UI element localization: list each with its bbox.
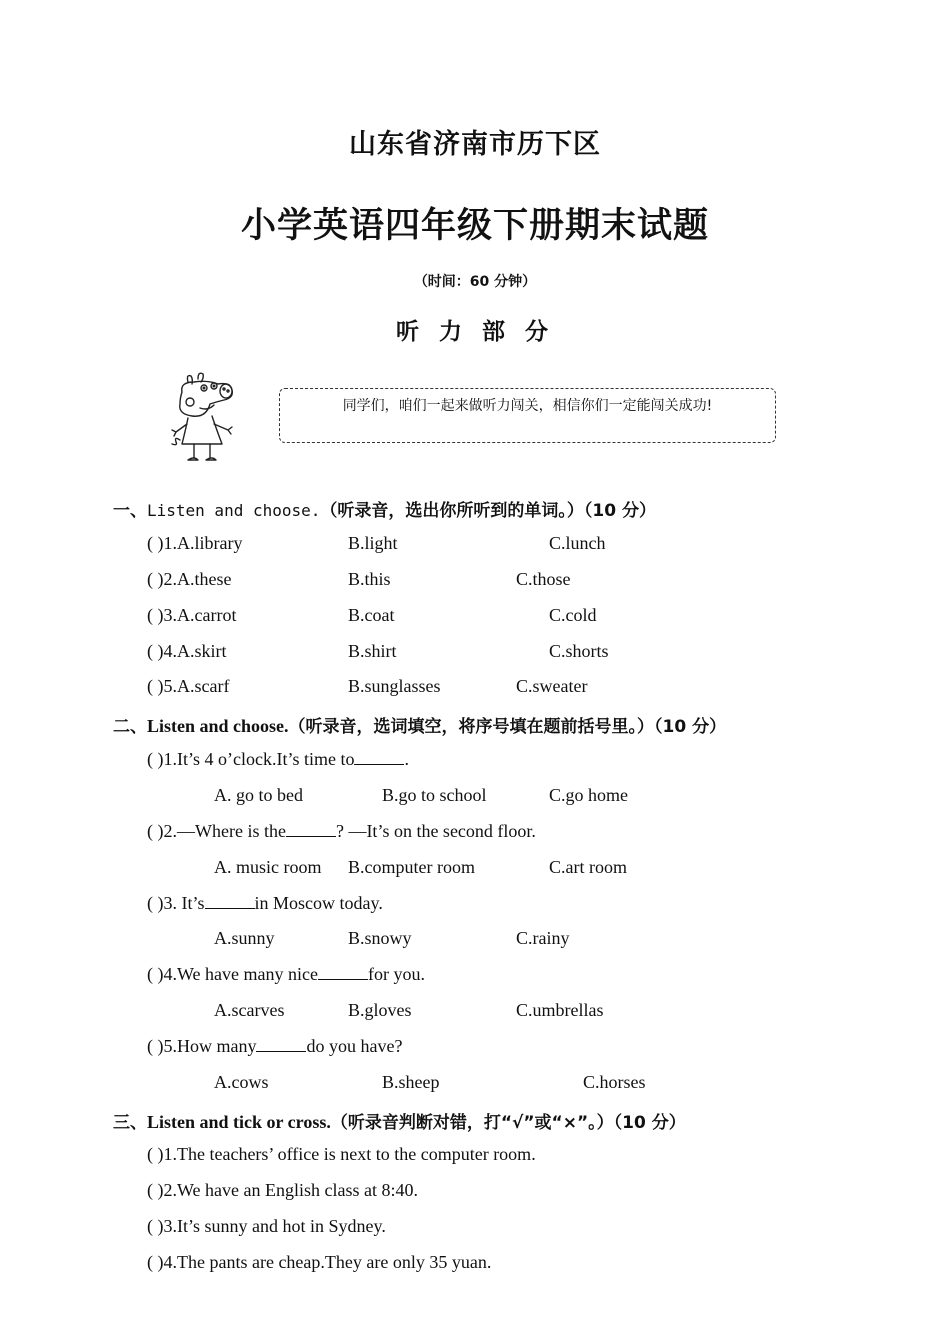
s2-q2-end: ? —It’s on the second floor.: [335, 821, 536, 841]
s2-q2: [147, 821, 536, 842]
answer-blank[interactable]: [205, 894, 255, 909]
section-3-number: 三、: [113, 1113, 147, 1133]
s2-q4-a: A.scarves: [214, 1000, 285, 1020]
s2-q3-end: in Moscow today.: [254, 893, 383, 913]
s3-q4: ( )4.The pants are cheap.They are only 35 yuan.: [147, 1252, 492, 1272]
s2-q1: [147, 749, 409, 770]
s2-q2-a: A. music room: [214, 857, 322, 877]
s1-q2-b: B.this: [348, 569, 391, 589]
section-1-english: Listen and choose.: [147, 501, 321, 520]
s2-q3: [147, 893, 383, 914]
s2-q1-end: .: [404, 749, 409, 769]
s2-q1-a: A. go to bed: [214, 785, 303, 805]
section-3-heading: [113, 1108, 686, 1133]
exam-title: 小学英语四年级下册期末试题: [240, 206, 709, 246]
s2-q4: [147, 964, 425, 985]
s2-q3-text: ( )3. It’s: [147, 893, 205, 913]
s1-q4-b: B.shirt: [348, 641, 397, 661]
s1-q5: ( )5.A.scarf: [147, 676, 230, 696]
pig-illustration: [168, 370, 244, 465]
answer-blank[interactable]: [256, 1037, 306, 1052]
s3-q3: ( )3.It’s sunny and hot in Sydney.: [147, 1216, 386, 1236]
s1-q5-b: B.sunglasses: [348, 676, 441, 696]
s1-q2-c: C.those: [516, 569, 571, 589]
s2-q5: [147, 1036, 402, 1057]
section-2-number: 二、: [113, 717, 147, 737]
section-2-english: Listen and choose.: [147, 716, 289, 736]
s2-q4-c: C.umbrellas: [516, 1000, 604, 1020]
s1-q1-b: B.light: [348, 533, 398, 553]
s3-q2: ( )2.We have an English class at 8:40.: [147, 1180, 418, 1200]
s1-q4: ( )4.A.skirt: [147, 641, 227, 661]
s2-q3-b: B.snowy: [348, 928, 412, 948]
s2-q5-end: do you have?: [306, 1036, 403, 1056]
s2-q5-text: ( )5.How many: [147, 1036, 257, 1056]
s2-q4-end: for you.: [367, 964, 425, 984]
s2-q2-b: B.computer room: [348, 857, 475, 877]
s2-q1-text: ( )1.It’s 4 o’clock.It’s time to: [147, 749, 355, 769]
s1-q4-c: C.shorts: [549, 641, 609, 661]
s1-q2: ( )2.A.these: [147, 569, 232, 589]
section-1-heading: [113, 496, 656, 521]
section-1-number: 一、: [113, 501, 147, 521]
section-2-heading: [113, 712, 726, 737]
exam-time: （时间：60 分钟）: [413, 274, 537, 290]
region-title: 山东省济南市历下区: [349, 129, 601, 160]
answer-blank[interactable]: [354, 750, 404, 765]
section-2-chinese: （听录音，选词填空，将序号填在题前括号里。）（10 分）: [288, 717, 727, 737]
s3-q1: ( )1.The teachers’ office is next to the computer room.: [147, 1144, 536, 1164]
s2-q3-c: C.rainy: [516, 928, 570, 948]
s2-q5-c: C.horses: [583, 1072, 646, 1092]
answer-blank[interactable]: [318, 965, 368, 980]
s1-q1: ( )1.A.library: [147, 533, 243, 553]
s2-q2-text: ( )2.—Where is the: [147, 821, 286, 841]
s1-q3: ( )3.A.carrot: [147, 605, 237, 625]
tip-text: 同学们，咱们一起来做听力闯关，相信你们一定能闯关成功!: [342, 398, 713, 414]
s2-q3-a: A.sunny: [214, 928, 275, 948]
part-title: 听 力 部 分: [395, 319, 555, 345]
s2-q2-c: C.art room: [549, 857, 627, 877]
s2-q5-a: A.cows: [214, 1072, 269, 1092]
section-3-chinese: （听录音判断对错，打“√”或“×”。）（10 分）: [330, 1113, 686, 1133]
section-3-english: Listen and tick or cross.: [147, 1112, 331, 1132]
s2-q1-b: B.go to school: [382, 785, 487, 805]
s2-q4-b: B.gloves: [348, 1000, 412, 1020]
s2-q4-text: ( )4.We have many nice: [147, 964, 318, 984]
s1-q3-c: C.cold: [549, 605, 597, 625]
s1-q5-c: C.sweater: [516, 676, 588, 696]
s1-q3-b: B.coat: [348, 605, 395, 625]
section-1-chinese: （听录音，选出你所听到的单词。）（10 分）: [320, 501, 656, 521]
s1-q1-c: C.lunch: [549, 533, 606, 553]
s2-q1-c: C.go home: [549, 785, 628, 805]
s2-q5-b: B.sheep: [382, 1072, 440, 1092]
answer-blank[interactable]: [286, 822, 336, 837]
